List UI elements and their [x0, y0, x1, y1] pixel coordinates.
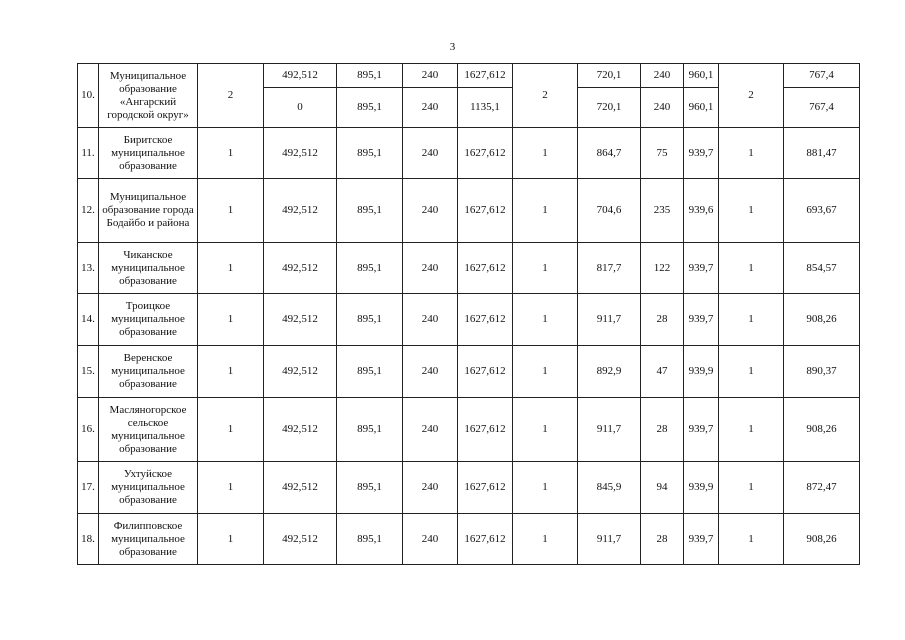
- cell-i: 1: [719, 398, 784, 462]
- cell-c: 895,1: [337, 128, 403, 179]
- cell-c: 895,1: [337, 64, 403, 88]
- cell-c: 895,1: [337, 294, 403, 346]
- cell-c: 895,1: [337, 514, 403, 565]
- cell-b: 492,512: [264, 64, 337, 88]
- cell-j: 908,26: [784, 514, 860, 565]
- cell-j: 872,47: [784, 462, 860, 514]
- cell-a: 2: [198, 64, 264, 128]
- cell-f: 720,1: [578, 88, 641, 128]
- cell-d: 240: [403, 398, 458, 462]
- row-number: 13.: [78, 243, 99, 294]
- cell-e: 1: [513, 462, 578, 514]
- cell-f: 704,6: [578, 179, 641, 243]
- cell-h: 939,7: [684, 243, 719, 294]
- cell-d2: 1627,612: [458, 294, 513, 346]
- cell-e: 1: [513, 346, 578, 398]
- cell-d2: 1627,612: [458, 64, 513, 88]
- cell-a: 1: [198, 346, 264, 398]
- cell-d2: 1627,612: [458, 462, 513, 514]
- cell-a: 1: [198, 243, 264, 294]
- cell-b: 0: [264, 88, 337, 128]
- cell-g: 240: [641, 64, 684, 88]
- cell-j: 908,26: [784, 398, 860, 462]
- cell-i: 2: [719, 64, 784, 128]
- cell-i: 1: [719, 346, 784, 398]
- cell-e: 1: [513, 128, 578, 179]
- cell-d2: 1627,612: [458, 179, 513, 243]
- cell-g: 47: [641, 346, 684, 398]
- table-row: [78, 243, 860, 294]
- cell-g: 94: [641, 462, 684, 514]
- cell-d2: 1135,1: [458, 88, 513, 128]
- cell-g: 28: [641, 398, 684, 462]
- municipality-name: Муниципальное образование города Бодайбо и района: [99, 179, 198, 243]
- cell-e: 1: [513, 514, 578, 565]
- cell-d: 240: [403, 64, 458, 88]
- cell-e: 1: [513, 243, 578, 294]
- cell-j: 908,26: [784, 294, 860, 346]
- cell-j: 881,47: [784, 128, 860, 179]
- cell-e: 1: [513, 179, 578, 243]
- cell-a: 1: [198, 398, 264, 462]
- cell-c: 895,1: [337, 462, 403, 514]
- allocation-table: [77, 63, 860, 565]
- table-row: [78, 64, 860, 88]
- cell-i: 1: [719, 128, 784, 179]
- table-row: [78, 462, 860, 514]
- municipality-name: Биритское муниципальное образование: [99, 128, 198, 179]
- cell-b: 492,512: [264, 243, 337, 294]
- cell-e: 1: [513, 294, 578, 346]
- cell-b: 492,512: [264, 346, 337, 398]
- cell-b: 492,512: [264, 514, 337, 565]
- cell-a: 1: [198, 179, 264, 243]
- cell-a: 1: [198, 462, 264, 514]
- cell-d2: 1627,612: [458, 128, 513, 179]
- row-number: 17.: [78, 462, 99, 514]
- row-number: 11.: [78, 128, 99, 179]
- cell-d: 240: [403, 88, 458, 128]
- cell-i: 1: [719, 462, 784, 514]
- cell-h: 939,6: [684, 179, 719, 243]
- table-row: [78, 514, 860, 565]
- cell-f: 845,9: [578, 462, 641, 514]
- table-row: [78, 398, 860, 462]
- cell-d: 240: [403, 462, 458, 514]
- municipality-name: Масляногорское сельское муниципальное образование: [99, 398, 198, 462]
- municipality-name: Чиканское муниципальное образование: [99, 243, 198, 294]
- cell-j: 854,57: [784, 243, 860, 294]
- cell-f: 911,7: [578, 514, 641, 565]
- cell-c: 895,1: [337, 243, 403, 294]
- row-number: 15.: [78, 346, 99, 398]
- cell-a: 1: [198, 514, 264, 565]
- municipality-name: Троицкое муниципальное образование: [99, 294, 198, 346]
- cell-c: 895,1: [337, 398, 403, 462]
- table-row: [78, 346, 860, 398]
- cell-a: 1: [198, 128, 264, 179]
- cell-j: 890,37: [784, 346, 860, 398]
- cell-h: 939,7: [684, 294, 719, 346]
- cell-d: 240: [403, 346, 458, 398]
- cell-g: 28: [641, 514, 684, 565]
- cell-h: 939,7: [684, 514, 719, 565]
- cell-f: 911,7: [578, 294, 641, 346]
- cell-h: 939,9: [684, 462, 719, 514]
- cell-h: 939,7: [684, 128, 719, 179]
- cell-c: 895,1: [337, 179, 403, 243]
- cell-f: 720,1: [578, 64, 641, 88]
- table-row: [78, 128, 860, 179]
- cell-e: 1: [513, 398, 578, 462]
- cell-g: 28: [641, 294, 684, 346]
- table-row: [78, 294, 860, 346]
- cell-f: 817,7: [578, 243, 641, 294]
- row-number: 14.: [78, 294, 99, 346]
- cell-j: 767,4: [784, 64, 860, 88]
- row-number: 12.: [78, 179, 99, 243]
- cell-i: 1: [719, 514, 784, 565]
- cell-i: 1: [719, 243, 784, 294]
- table-row: [78, 179, 860, 243]
- cell-i: 1: [719, 294, 784, 346]
- cell-d: 240: [403, 514, 458, 565]
- cell-f: 911,7: [578, 398, 641, 462]
- cell-a: 1: [198, 294, 264, 346]
- cell-h: 939,9: [684, 346, 719, 398]
- cell-e: 2: [513, 64, 578, 128]
- cell-d: 240: [403, 179, 458, 243]
- cell-g: 240: [641, 88, 684, 128]
- cell-d: 240: [403, 128, 458, 179]
- cell-d: 240: [403, 294, 458, 346]
- cell-b: 492,512: [264, 462, 337, 514]
- cell-c: 895,1: [337, 346, 403, 398]
- cell-f: 892,9: [578, 346, 641, 398]
- cell-b: 492,512: [264, 294, 337, 346]
- cell-d2: 1627,612: [458, 346, 513, 398]
- cell-i: 1: [719, 179, 784, 243]
- municipality-name: Ухтуйское муниципальное образование: [99, 462, 198, 514]
- cell-g: 122: [641, 243, 684, 294]
- cell-h: 960,1: [684, 88, 719, 128]
- cell-d2: 1627,612: [458, 398, 513, 462]
- municipality-name: Муниципальное образование «Ангарский городской округ»: [99, 64, 198, 128]
- cell-d: 240: [403, 243, 458, 294]
- row-number: 16.: [78, 398, 99, 462]
- cell-d2: 1627,612: [458, 243, 513, 294]
- cell-h: 960,1: [684, 64, 719, 88]
- cell-b: 492,512: [264, 179, 337, 243]
- cell-g: 235: [641, 179, 684, 243]
- cell-h: 939,7: [684, 398, 719, 462]
- cell-j: 767,4: [784, 88, 860, 128]
- cell-b: 492,512: [264, 128, 337, 179]
- row-number: 10.: [78, 64, 99, 128]
- municipality-name: Филипповское муниципальное образование: [99, 514, 198, 565]
- cell-j: 693,67: [784, 179, 860, 243]
- cell-b: 492,512: [264, 398, 337, 462]
- cell-g: 75: [641, 128, 684, 179]
- municipality-name: Веренское муниципальное образование: [99, 346, 198, 398]
- page-number: 3: [449, 41, 456, 53]
- cell-d2: 1627,612: [458, 514, 513, 565]
- row-number: 18.: [78, 514, 99, 565]
- cell-f: 864,7: [578, 128, 641, 179]
- cell-c: 895,1: [337, 88, 403, 128]
